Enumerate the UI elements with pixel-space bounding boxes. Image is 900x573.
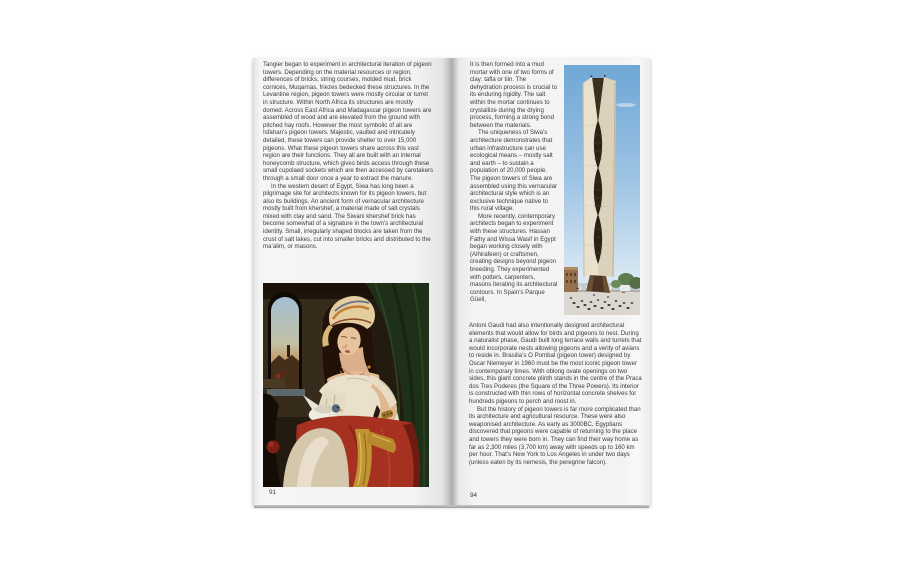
page-number-left: 91 <box>269 489 277 496</box>
book-spread <box>253 58 650 505</box>
left-page <box>253 58 452 505</box>
paragraph: More recently, contemporary architects began to experiment with these structures. Hassan Fathy and Wissa Wasif in Egypt began working closely with (Alhirafeen) or craftsmen, creating designs beyond pigeon breeding. They experimented with potters, carpenters, masons iterating its architectural contours. In Spain’s Parque Güell, <box>470 212 558 304</box>
paragraph: In the western desert of Egypt, Siwa has long been a pilgrimage site for architects known for its pigeon towers, but also its buildings. An ancient form of vernacular architecture mostly built from khershef, a material made of salt crystals mixed with clay and sand. The Siwani khershef brick has become somewhat of a signature in the town’s architectural identity. Small, irregularly shaped blocks are taken from the crust of salt lakes, cut into smaller bricks and distributed to the ma’alim, or masons. <box>263 182 431 251</box>
paragraph: Tangier began to experiment in architectural iteration of pigeon towers. Depending on the material resources or region, differences of bricks, string courses, molded mud, brick cornices, Muqarnas, friezes bedecked these structures. In the Levantine region, pigeon towers were mostly circular or turret in structure. Within North Africa its structures are mostly domed. Across East Africa and Madagascar pigeon towers are assembled of wood and are elevated from the ground with pitched hay roofs. However the most symbolic of all are Isfahan’s pigeon towers. Majestic, vaulted and intricately detailed, these towers can provide shelter to over 15,000 pigeons. What these pigeon towers share across this vast region are their functions. They all are built with an internal honeycomb structure, which gives birds access through these small cupolaed sockets which are then accessed by caretakers through a small door once a year to extract the manure. <box>263 61 434 182</box>
page-number-right: 94 <box>470 492 478 499</box>
paragraph: Antoni Gaudi had also intentionally designed architectural elements that would allow for birds and pigeons to nest. During a naturalist phase, Gaudi built long terrace walls and turrets that would incorporate nests allowing pigeons and a verity of avians to reside in. Brasilia’s O Pombal (pigeon tower) designed by Oscar Niemeyer in 1960 must be the most iconic pigeon tower in contemporary times. With oblong ovate openings on two sides, this giant concrete plinth stands in the centre of the Praca dos Tres Poderes (the Square of the Three Powers). Its interior is constructed with thin rows of horizontal concrete shelves for hundreds pigeons to perch and roost in. <box>469 322 642 405</box>
right-page-full-text <box>469 322 642 466</box>
woman-with-carrier-pigeon-painting <box>263 283 429 487</box>
pigeon-tower-photo <box>564 65 640 315</box>
paragraph: But the history of pigeon towers is far more complicated than its architecture and agricultural resource. These were also weaponised architecture. As early as 3000BC, Egyptians discovered that pigeons were capable of returning to the place and towers they were born in. They can find their way home as far as 2,300 miles (3,700 km) away with speeds up to 160 km per hour. That’s New York to Los Angeles in under two days (unless eaten by its nemesis, the peregrine falcon). <box>469 405 641 466</box>
right-page <box>451 58 650 505</box>
paragraph: The uniqueness of Siwa’s architecture demonstrates that urban infrastructure can use ecological means – mostly salt and earth – to sustain a population of 20,000 people. The pigeon towers of Siwa are assembled using this vernacular architectural style which is an exclusive technique native to this rural village. <box>470 129 558 213</box>
right-page-column-text <box>470 61 558 304</box>
painting-lap-drapery <box>283 416 420 487</box>
painting-flower <box>267 441 280 454</box>
left-page-text <box>263 61 434 251</box>
paragraph: It is then formed into a mud mortar with one of two forms of clay: tafla or tiin. The dehydration process is crucial to its enduring rigidity. The salt within the mortar continues to crystallize during the drying process, forming a strong bond between the materials. <box>470 61 558 129</box>
photo-tower <box>583 75 616 293</box>
painting-window <box>263 292 305 396</box>
